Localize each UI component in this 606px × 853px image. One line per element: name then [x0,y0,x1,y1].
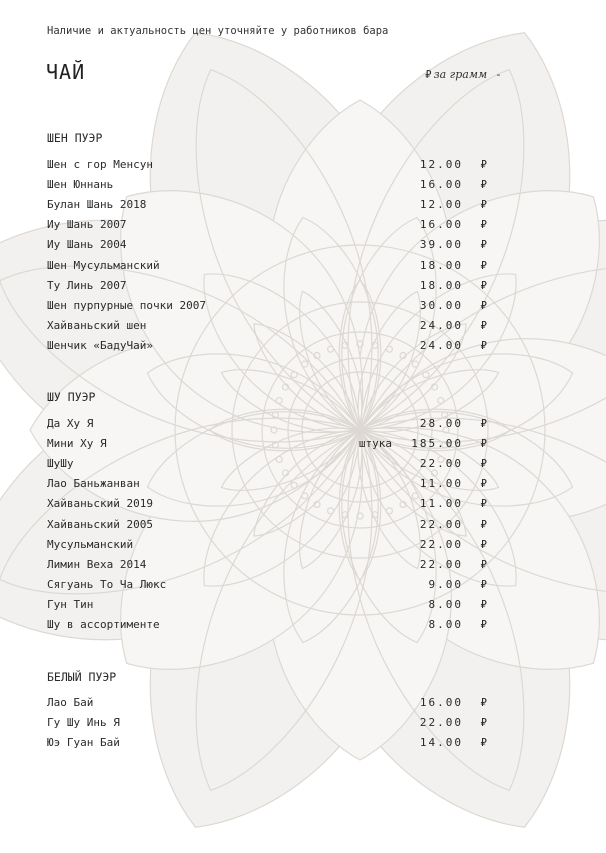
item-name: Сягуань То Ча Люкс [47,577,167,591]
item-name: Шу в ассортименте [47,618,160,631]
menu-item [47,578,487,594]
item-price: 9.00 [428,577,463,591]
item-price: 11.00 [419,477,463,491]
item-currency: ₽ [480,497,487,511]
item-price: 12.00 [419,198,463,212]
item-name: Иу Шань 2007 [47,218,127,232]
item-currency: ₽ [480,158,487,171]
item-currency: ₽ [480,318,487,332]
item-price: 22.00 [419,517,463,531]
menu-item [47,218,487,234]
item-currency: ₽ [480,338,487,352]
item-name: Шен пурпурные почки 2007 [47,298,206,312]
menu-item [47,339,487,355]
unit-label: за грамм [433,68,488,81]
item-name: Лао Бай [47,696,94,709]
item-name: Иу Шань 2004 [47,238,127,252]
item-price: 16.00 [419,178,463,192]
item-price: 18.00 [419,258,463,272]
menu-item [47,437,487,453]
section-title: БЕЛЫЙ ПУЭР [47,670,117,684]
item-price: 16.00 [419,696,463,709]
item-currency: ₽ [480,218,487,232]
item-currency: ₽ [480,477,487,491]
item-name: Ту Линь 2007 [47,278,127,292]
item-name: Да Ху Я [47,417,94,430]
menu-item [47,558,487,574]
item-name: ШуШу [47,457,74,471]
currency-symbol: ₽ [425,68,432,81]
item-name: Хайваньский 2019 [47,497,153,511]
item-name: Шен Мусульманский [47,258,160,272]
item-currency: ₽ [480,417,487,430]
item-price: 14.00 [419,736,463,750]
item-name: Булан Шань 2018 [47,198,147,212]
item-price: 30.00 [419,298,463,312]
item-price: 11.00 [419,497,463,511]
item-name: Лао Баньжанван [47,477,140,491]
menu-item [47,716,487,732]
menu-item [47,518,487,534]
menu-item [47,259,487,275]
availability-notice: Наличие и актуальность цен уточняйте у работников бара [47,25,389,37]
item-name: Лимин Веха 2014 [47,557,147,571]
menu-item [47,696,487,712]
menu-item [47,736,487,752]
item-currency: ₽ [480,298,487,312]
item-name: Гун Тин [47,597,94,611]
item-name: Мусульманский [47,537,134,551]
item-name: Шен Юннань [47,178,114,192]
section-title: ШУ ПУЭР [47,390,96,404]
item-currency: ₽ [480,696,487,709]
item-name: Шенчик «БадуЧай» [47,338,153,352]
item-currency: ₽ [480,198,487,212]
menu-item [47,618,487,634]
item-price: 8.00 [428,597,463,611]
item-name: Гу Шу Инь Я [47,716,120,730]
item-price: 22.00 [419,537,463,551]
item-currency: ₽ [480,258,487,272]
item-currency: ₽ [480,537,487,551]
item-price: 22.00 [419,557,463,571]
item-currency: ₽ [480,597,487,611]
item-unit: штука [358,437,392,451]
item-currency: ₽ [480,278,487,292]
menu-item [47,417,487,433]
item-currency: ₽ [480,437,487,451]
menu-item [47,198,487,214]
unit-dash: - [495,68,502,81]
item-currency: ₽ [480,716,487,730]
menu-item [47,477,487,493]
price-unit-header [425,68,502,81]
item-price: 24.00 [419,338,463,352]
item-price: 28.00 [419,417,463,430]
menu-item [47,238,487,254]
menu-item [47,457,487,473]
item-name: Юэ Гуан Бай [47,736,120,750]
item-currency: ₽ [480,457,487,471]
item-price: 185.00 [411,437,463,451]
item-currency: ₽ [480,577,487,591]
item-price: 16.00 [419,218,463,232]
item-currency: ₽ [480,238,487,252]
item-name: Хайваньский шен [47,318,147,332]
item-price: 24.00 [419,318,463,332]
menu-item [47,279,487,295]
item-currency: ₽ [480,736,487,750]
item-price: 12.00 [419,158,463,171]
menu-item [47,598,487,614]
item-currency: ₽ [480,557,487,571]
item-currency: ₽ [480,618,487,631]
item-currency: ₽ [480,178,487,192]
section-title: ШЕН ПУЭР [47,131,103,145]
menu-item [47,497,487,513]
item-price: 18.00 [419,278,463,292]
item-price: 8.00 [428,618,463,631]
menu-item [47,319,487,335]
item-price: 22.00 [419,457,463,471]
item-name: Хайваньский 2005 [47,517,153,531]
item-name: Шен с гор Менсун [47,158,153,171]
item-currency: ₽ [480,517,487,531]
item-price: 22.00 [419,716,463,730]
menu-item [47,158,487,174]
page-title: ЧАЙ [46,60,86,84]
menu-item [47,538,487,554]
item-price: 39.00 [419,238,463,252]
menu-item [47,178,487,194]
menu-item [47,299,487,315]
item-name: Мини Ху Я [47,437,107,451]
